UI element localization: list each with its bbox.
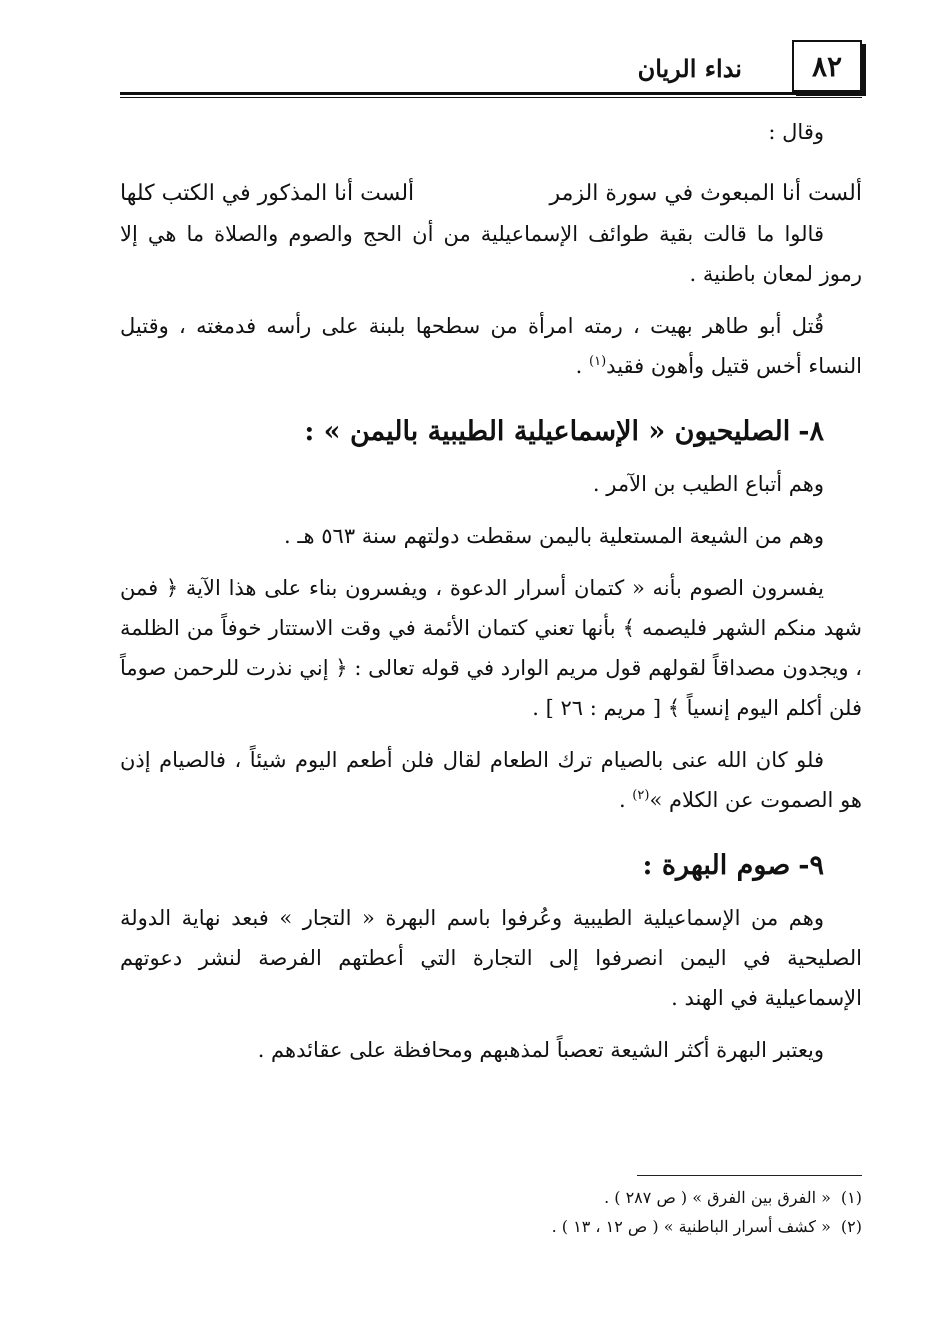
footnotes xyxy=(120,1183,862,1241)
section-9-heading xyxy=(120,844,824,888)
paragraph-2-text: قُتل أبو طاهر بهيت ، رمته امرأة من سطحها بلبنة على رأسه فدمغته ، وقتيل النساء أخس قتيل وأهون فقيد xyxy=(120,314,862,378)
footnote-ref-1: (١) xyxy=(589,354,607,369)
section-8-number: ٨- xyxy=(798,416,824,447)
paragraph-6-end: . xyxy=(618,788,633,812)
section-8-title: الصليحيون « الإسماعيلية الطيبية باليمن » : xyxy=(304,416,791,447)
footnote-rule xyxy=(637,1175,862,1176)
paragraph-4: وهم من الشيعة المستعلية باليمن سقطت دولتهم سنة ٥٦٣ هـ . xyxy=(284,524,824,548)
section-9-title: صوم البهرة : xyxy=(642,850,791,881)
page-header xyxy=(120,40,862,102)
intro-line: وقال : xyxy=(768,120,824,144)
paragraph-8: ويعتبر البهرة أكثر الشيعة تعصباً لمذهبهم ومحافظة على عقائدهم . xyxy=(257,1038,824,1062)
paragraph-7: وهم من الإسماعيلية الطيبية وعُرفوا باسم البهرة « التجار » فبعد نهاية الدولة الصليحية في اليمن انصرفوا إلى التجارة التي أعطتهم الفرصة لنشر دعوتهم الإسماعيلية في الهند . xyxy=(120,906,862,1010)
paragraph-3: وهم أتباع الطيب بن الآمر . xyxy=(592,472,824,496)
footnote-ref-2: (٢) xyxy=(632,788,650,803)
verse-second-hemistich: ألست أنا المذكور في الكتب كلها xyxy=(120,181,415,206)
section-9-number: ٩- xyxy=(798,850,824,881)
section-8-heading xyxy=(120,410,824,454)
paragraph-1: قالوا ما قالت بقية طوائف الإسماعيلية من أن الحج والصوم والصلاة ما هي إلا رموز لمعان باطنية . xyxy=(120,222,862,286)
footnote-2-mark: (٢) xyxy=(840,1217,862,1236)
paragraph-2-end: . xyxy=(575,354,590,378)
running-title: نداء الريان xyxy=(637,54,742,83)
paragraph-6 xyxy=(120,740,862,820)
poem-verse xyxy=(120,174,862,214)
paragraph-2 xyxy=(120,306,862,386)
footnote-1-text: « الفرق بين الفرق » ( ص ٢٨٧ ) . xyxy=(604,1188,831,1207)
paragraph-5: يفسرون الصوم بأنه « كتمان أسرار الدعوة ، ويفسرون بناء على هذا الآية ﴿ فمن شهد منكم الشهر فليصمه ﴾ بأنها تعني كتمان الأئمة في وقت الاستتار خوفاً من الظلمة ، ويجدون مصداقاً لقولهم قول مريم الوارد في قوله تعالى : ﴿ إني نذرت للرحمن صوماً فلن أكلم اليوم إنسياً ﴾ [ مريم : ٢٦ ] . xyxy=(120,576,862,720)
page-body xyxy=(120,112,862,1070)
footnote-2 xyxy=(120,1212,862,1241)
footnote-1 xyxy=(120,1183,862,1212)
footnote-2-text: « كشف أسرار الباطنية » ( ص ١٢ ، ١٣ ) . xyxy=(551,1217,831,1236)
header-rule xyxy=(120,92,862,98)
paragraph-6-text: فلو كان الله عنى بالصيام ترك الطعام لقال فلن أطعم اليوم شيئاً ، فالصيام إذن هو الصموت عن الكلام » xyxy=(120,748,862,812)
page-number: ٨٢ xyxy=(792,40,862,92)
footnote-1-mark: (١) xyxy=(840,1188,862,1207)
verse-first-hemistich: ألست أنا المبعوث في سورة الزمر xyxy=(549,181,862,206)
